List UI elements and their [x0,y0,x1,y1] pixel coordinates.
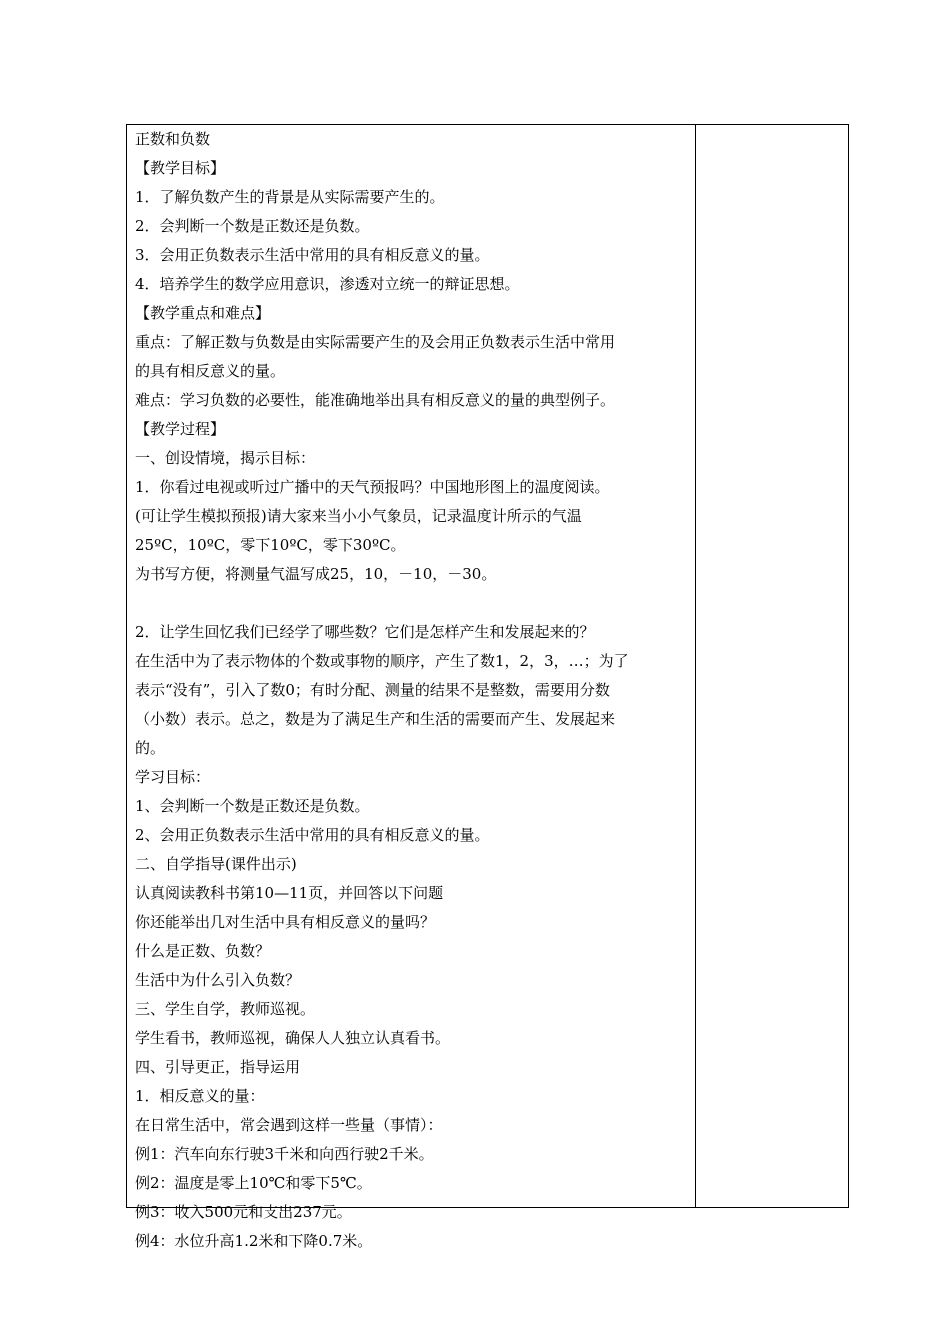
text-line: 3．会用正负数表示生活中常用的具有相反意义的量。 [135,246,490,264]
text-line: 1．你看过电视或听过广播中的天气预报吗？中国地形图上的温度阅读。 [135,478,610,496]
text-line: 为书写方便，将测量气温写成25，10，－10，－30。 [135,565,497,583]
text-line: 什么是正数、负数？ [135,942,271,960]
text-line: 生活中为什么引入负数？ [135,971,301,989]
example-line: 例2：温度是零上10℃和零下5℃。 [135,1174,372,1192]
text-line: 重点：了解正数与负数是由实际需要产生的及会用正负数表示生活中常用 [135,333,616,351]
example-line: 例1：汽车向东行驶3千米和向西行驶2千米。 [135,1145,434,1163]
text-line: 难点：学习负数的必要性，能准确地举出具有相反意义的量的典型例子。 [135,391,616,409]
text-line: 表示“没有”，引入了数0；有时分配、测量的结果不是整数，需要用分数 [135,681,610,699]
text-line: 2．让学生回忆我们已经学了哪些数？它们是怎样产生和发展起来的？ [135,623,595,641]
text-line: 三、学生自学，教师巡视。 [135,1000,316,1018]
text-line: 1、会判断一个数是正数还是负数。 [135,797,370,815]
text-line: （小数）表示。总之，数是为了满足生产和生活的需要而产生、发展起来 [135,710,616,728]
text-line: 在日常生活中，常会遇到这样一些量（事情）： [135,1116,443,1134]
text-line: 的具有相反意义的量。 [135,362,286,380]
text-line: 4．培养学生的数学应用意识，渗透对立统一的辩证思想。 [135,275,520,293]
text-line: 认真阅读教科书第10—11页，并回答以下问题 [135,884,444,902]
text-line: 二、自学指导(课件出示) [135,855,297,873]
text-line: 的。 [135,739,166,757]
text-line: 一、创设情境，揭示目标： [135,449,316,467]
text-line: 1．了解负数产生的背景是从实际需要产生的。 [135,188,445,206]
text-line: 学生看书，教师巡视，确保人人独立认真看书。 [135,1029,451,1047]
text-line: (可让学生模拟预报)请大家来当小小气象员，记录温度计所示的气温 [135,507,582,525]
text-line: 25ºC，10ºC，零下10ºC，零下30ºC。 [135,536,406,554]
lesson-content-column [135,125,691,1256]
column-divider [695,125,696,1207]
text-line: 2．会判断一个数是正数还是负数。 [135,217,370,235]
lesson-table [126,124,849,1250]
section-heading-key-points: 【教学重点和难点】 [135,304,271,322]
example-line: 例3：收入500元和支出237元。 [135,1203,352,1221]
text-line: 2、会用正负数表示生活中常用的具有相反意义的量。 [135,826,490,844]
notes-column [697,125,848,1207]
section-heading-process: 【教学过程】 [135,420,226,438]
text-line: 你还能举出几对生活中具有相反意义的量吗？ [135,913,436,931]
lesson-title: 正数和负数 [135,130,211,148]
text-line: 1．相反意义的量： [135,1087,265,1105]
blank-line [135,589,691,618]
section-heading-objectives: 【教学目标】 [135,159,226,177]
text-line: 学习目标： [135,768,211,786]
text-line: 四、引导更正，指导运用 [135,1058,301,1076]
example-line: 例4：水位升高1.2米和下降0.7米。 [135,1232,373,1250]
text-line: 在生活中为了表示物体的个数或事物的顺序，产生了数1，2，3，…；为了 [135,652,629,670]
